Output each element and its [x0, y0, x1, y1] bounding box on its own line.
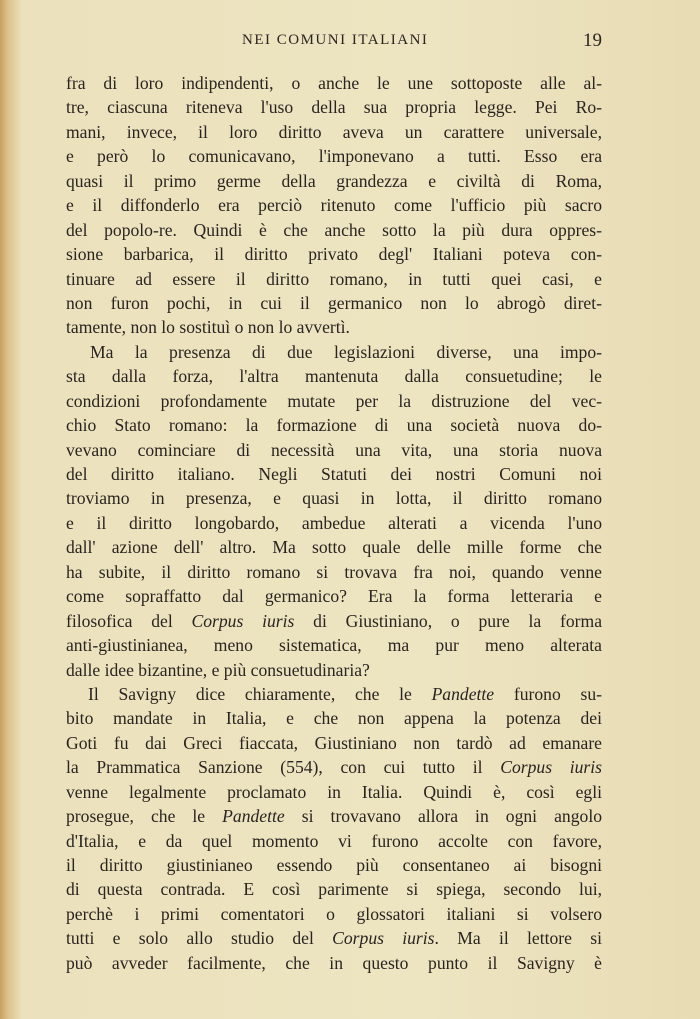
text-line: troviamo in presenza, e quasi in lotta, il diritto romano [66, 488, 602, 509]
text-line: sta dalla forza, l'altra mantenuta dalla consuetudine; le [66, 366, 602, 387]
text-line: condizioni profondamente mutate per la distruzione del vec- [66, 390, 602, 411]
text-line: filosofica del Corpus iuris di Giustiniano, o pure la forma [66, 610, 603, 631]
text-line: può avveder facilmente, che in questo punto il Savigny è [66, 952, 602, 973]
text-line: prosegue, che le Pandette si trovavano allora in ogni angolo [66, 806, 602, 827]
text-line: il diritto giustinianeo essendo più consentaneo ai bisogni [66, 855, 602, 875]
text-line: vevano cominciare di necessità una vita, una storia nuova [66, 439, 602, 460]
text-line: tutti e solo allo studio del Corpus iuris. Ma il lettore si [66, 928, 602, 949]
text-line: Ma la presenza di due legislazioni diverse, una impo- [90, 341, 602, 362]
running-title: NEI COMUNI ITALIANI [242, 32, 429, 48]
text-line: d'Italia, e da quel momento vi furono accolte con favore, [66, 830, 602, 851]
text-line: tamente, non lo sostituì o non lo avvertì. [66, 317, 350, 338]
text-line: e il diritto longobardo, ambedue alterati a vicenda l'uno [66, 512, 602, 533]
text-line: del popolo-re. Quindi è che anche sotto la più dura oppres- [66, 219, 602, 240]
text-line: non furon pochi, in cui il germanico non lo abrogò diret- [66, 292, 602, 313]
text-line: quasi il primo germe della grandezza e civiltà di Roma, [66, 170, 602, 191]
text-line: la Prammatica Sanzione (554), con cui tutto il Corpus iuris [66, 757, 602, 778]
page-number: 19 [583, 30, 602, 51]
text-line: Il Savigny dice chiaramente, che le Pandette furono su- [88, 683, 602, 704]
paragraph-3 [66, 682, 602, 975]
text-line: come sopraffatto dal germanico? Era la forma letteraria e [66, 586, 602, 607]
text-line: e il diffonderlo era perciò ritenuto come l'ufficio più sacro [66, 195, 602, 216]
paragraph-2 [66, 340, 602, 682]
text-line: tinuare ad essere il diritto romano, in tutti quei casi, e [66, 268, 602, 289]
text-line: perchè i primi comentatori o glossatori italiani si volsero [66, 903, 602, 924]
page-header [66, 30, 602, 52]
text-line: tre, ciascuna riteneva l'uso della sua propria legge. Pei Ro- [66, 97, 602, 118]
text-line: Goti fu dai Greci fiaccata, Giustiniano non tardò ad emanare [66, 732, 602, 753]
text-line: venne legalmente proclamato in Italia. Quindi è, così egli [66, 781, 602, 802]
text-line: ha subite, il diritto romano si trovava fra noi, quando venne [66, 561, 602, 582]
text-line: anti-giustinianea, meno sistematica, ma pur meno alterata [66, 635, 602, 656]
text-line: sione barbarica, il diritto privato degl' Italiani poteva con- [66, 244, 602, 265]
text-line: fra di loro indipendenti, o anche le une sottoposte alle al- [66, 73, 602, 93]
text-line: dall' azione dell' altro. Ma sotto quale delle mille forme che [66, 537, 602, 558]
text-line: del diritto italiano. Negli Statuti dei nostri Comuni noi [66, 464, 602, 484]
text-line: e però lo comunicavano, l'imponevano a tutti. Esso era [66, 146, 602, 167]
text-line: bito mandate in Italia, e che non appena la potenza dei [66, 708, 602, 729]
text-line: mani, invece, il loro diritto aveva un carattere universale, [66, 121, 602, 142]
paragraph-1 [66, 71, 602, 340]
text-line: di questa contrada. E così parimente si spiega, secondo lui, [66, 879, 602, 900]
text-line: dalle idee bizantine, e più consuetudinaria? [66, 659, 370, 680]
text-line: chio Stato romano: la formazione di una società nuova do- [66, 415, 602, 436]
body-text [66, 71, 602, 975]
